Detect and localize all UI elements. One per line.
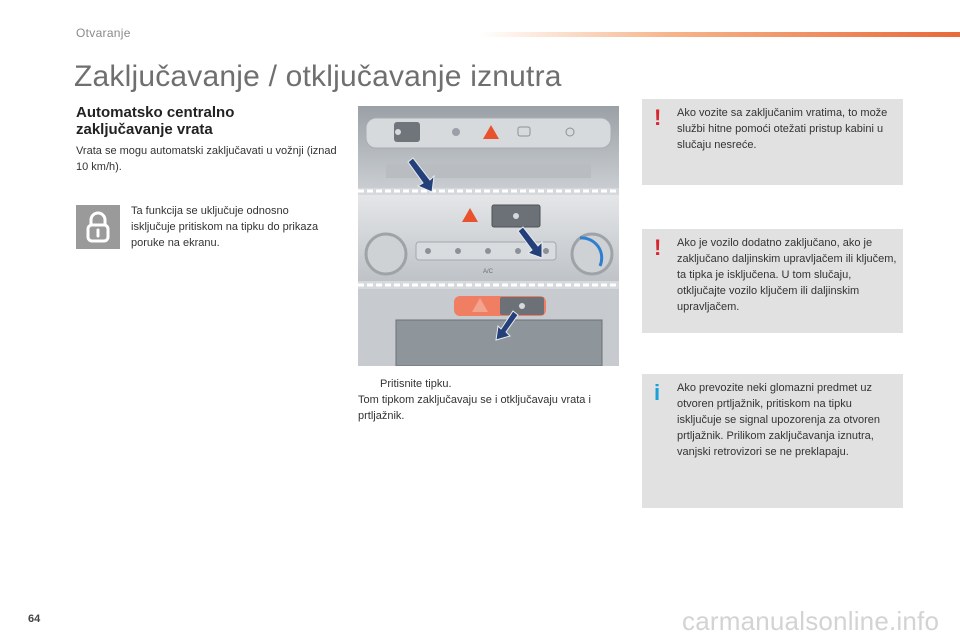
ac-label: A/C xyxy=(482,269,494,275)
section-heading-line-1: Automatsko centralno xyxy=(76,104,235,121)
dashboard-photo xyxy=(358,106,619,366)
warning-note-2 xyxy=(642,229,903,333)
warning-note-1-text: Ako vozite sa zaključanim vratima, to može službi hitne pomoći otežati pristup kabini u slučaju nesreće. xyxy=(677,107,888,151)
instruction-text: Tom tipkom zaključavaju se i otključavaju vrata i prtljažnik. xyxy=(358,394,591,422)
page-title: Zaključavanje / otključavanje iznutra xyxy=(74,60,562,93)
warning-icon: ! xyxy=(654,235,662,260)
info-note xyxy=(642,374,903,508)
watermark: carmanualsonline.info xyxy=(682,606,940,636)
warning-note-1 xyxy=(642,99,903,185)
info-note-text: Ako prevozite neki glomazni predmet uz otvoren prtljažnik, pritiskom na tipku isključuje se signal upozorenja za otvoren prtljažnik. Prilikom zaključavanja iznutra, vanjski retrovizori se ne preklapaju. xyxy=(677,382,881,458)
instruction-bullet xyxy=(358,376,620,392)
warning-note-2-text: Ako je vozilo dodatno zaključano, ako je zaključano daljinskim upravljačem ili ključem, ta tipka je isključena. U tom slučaju, otključajte vozilo ključem ili daljinskim upravljačem. xyxy=(677,237,897,313)
page-number: 64 xyxy=(28,613,41,625)
section-heading-line-2: zaključavanje vrata xyxy=(76,121,213,138)
instruction-bullet-text: Pritisnite tipku. xyxy=(380,378,452,390)
padlock-icon xyxy=(76,205,120,249)
lock-description: Ta funkcija se uključuje odnosno isključuje pritiskom na tipku do prikaza poruke na ekranu. xyxy=(131,205,319,249)
info-icon: i xyxy=(654,380,661,405)
intro-text: Vrata se mogu automatski zaključavati u vožnji (iznad 10 km/h). xyxy=(76,145,337,173)
header-accent-bar xyxy=(480,32,960,37)
section-label: Otvaranje xyxy=(76,26,131,40)
warning-icon: ! xyxy=(654,105,662,130)
section-heading xyxy=(76,104,326,138)
